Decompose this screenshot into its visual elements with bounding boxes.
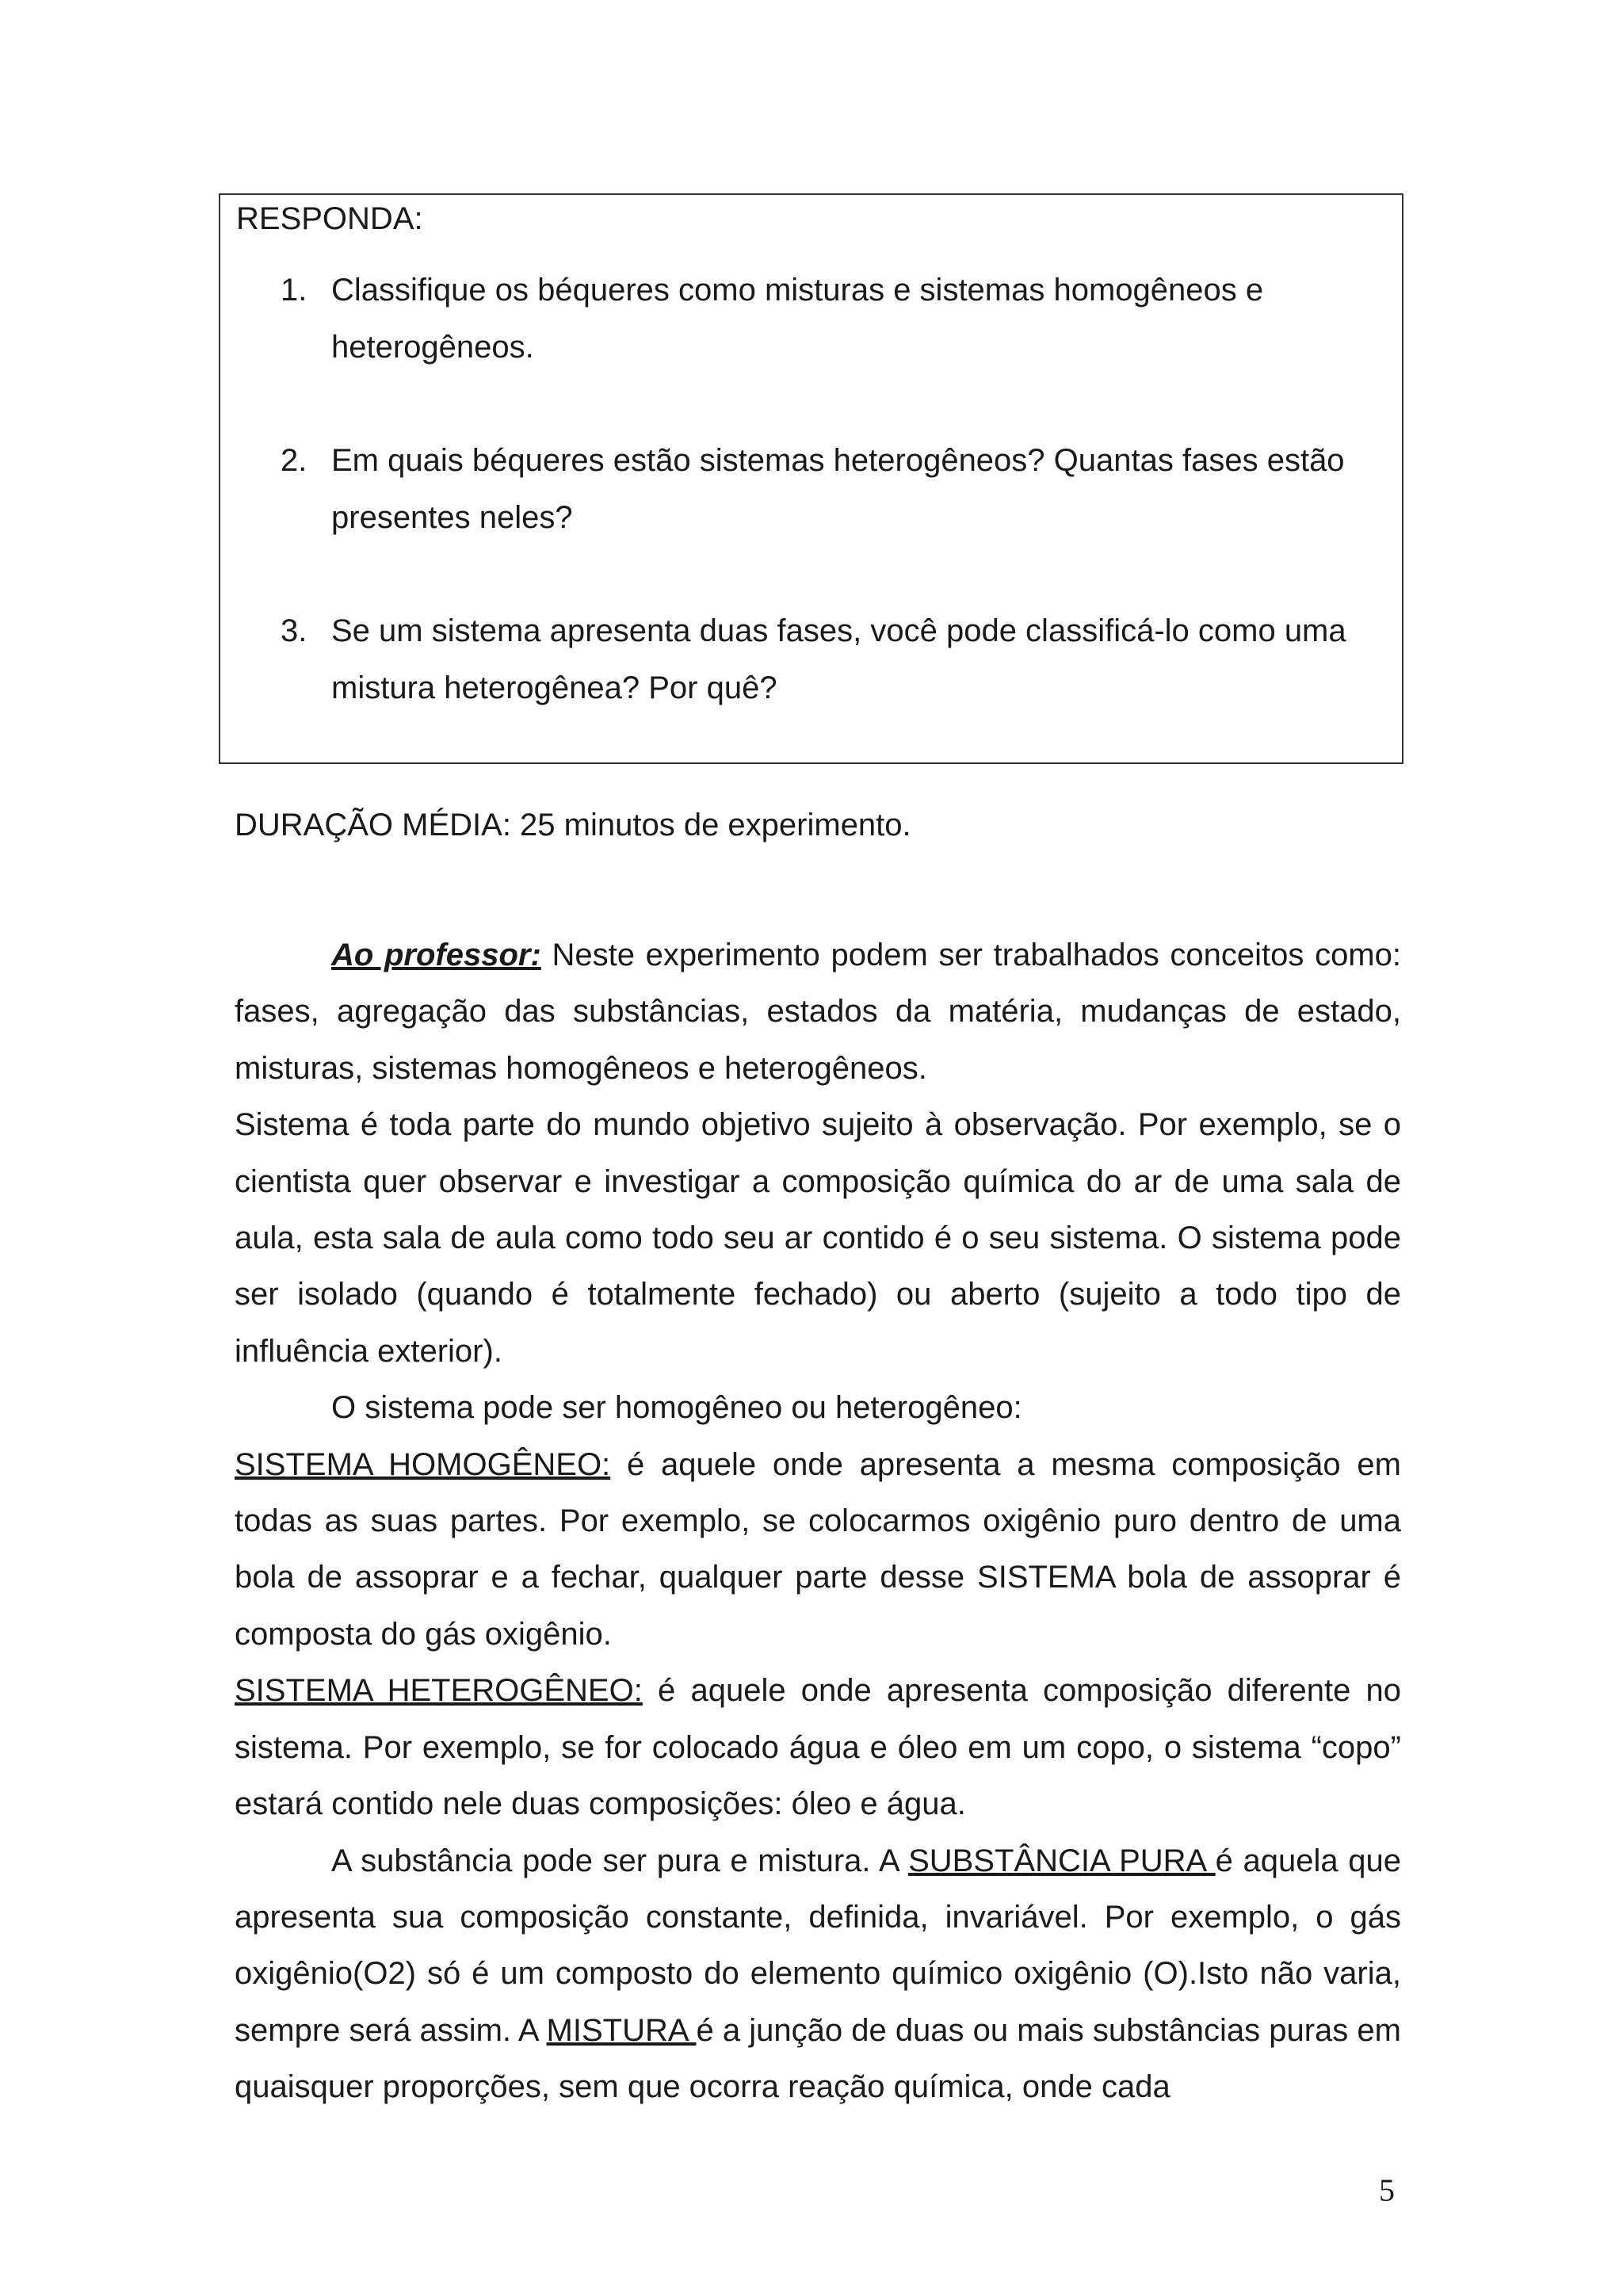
homogeneo-label: SISTEMA HOMOGÊNEO: <box>235 1446 611 1482</box>
box-title: RESPONDA: <box>236 201 423 236</box>
substancia-pura-label: SUBSTÂNCIA PURA <box>908 1843 1216 1878</box>
mistura-label: MISTURA <box>546 2012 697 2048</box>
heterogeneo-label: SISTEMA HETEROGÊNEO: <box>235 1673 643 1709</box>
question-text: Se um sistema apresenta duas fases, você pode classificá-lo como uma mistura heterogênea? Por quê? <box>331 613 1346 705</box>
question-text: Classifique os béqueres como misturas e sistemas homogêneos e heterogêneos. <box>331 273 1264 365</box>
substancia-pura-text: é aquela que apresenta sua composição constante, definida, invariável. Por exemplo, o gás oxigênio(O2) só é um composto do elemento químico oxigênio (O).Isto não varia, sempre será assim. A <box>235 1843 1401 2048</box>
homogeneo-text: é aquele onde apresenta a mesma composição em todas as suas partes. Por exemplo, se colocarmos oxigênio puro dentro de uma bola de assoprar e a fechar, qualquer parte desse SISTEMA bola de assoprar é composta do gás oxigênio. <box>235 1446 1401 1652</box>
heterogeneo-paragraph <box>235 1663 1401 1832</box>
body-text <box>235 927 1401 2116</box>
homogeneo-paragraph <box>235 1437 1401 1664</box>
substancia-paragraph <box>235 1833 1401 2116</box>
professor-text: Neste experimento podem ser trabalhados conceitos como: fases, agregação das substâncias, estados da matéria, mudanças de estado, misturas, sistemas homogêneos e heterogêneos. <box>235 938 1401 1086</box>
mistura-text: é a junção de duas ou mais substâncias puras em quaisquer proporções, sem que ocorra reação química, onde cada <box>235 2012 1401 2105</box>
duration-line: DURAÇÃO MÉDIA: 25 minutos de experimento. <box>235 808 911 842</box>
sistema-types: O sistema pode ser homogêneo ou heterogêneo: <box>331 1390 1022 1426</box>
professor-paragraph <box>235 927 1401 1097</box>
page-number: 5 <box>1379 2172 1395 2208</box>
question-number: 1. <box>281 273 307 308</box>
question-text: Em quais béqueres estão sistemas heterogêneos? Quantas fases estão presentes neles? <box>331 443 1345 535</box>
professor-label: Ao professor: <box>331 938 541 972</box>
heterogeneo-text: é aquele onde apresenta composição diferente no sistema. Por exemplo, se for colocado água e óleo em um copo, o sistema “copo” estará contido nele duas composições: óleo e água. <box>235 1673 1401 1822</box>
substancia-intro: A substância pode ser pura e mistura. A <box>331 1843 909 1878</box>
sistema-definition: Sistema é toda parte do mundo objetivo sujeito à observação. Por exemplo, se o cientista quer observar e investigar a composição química do ar de uma sala de aula, esta sala de aula como todo seu ar contido é o seu sistema. O sistema pode ser isolado (quando é totalmente fechado) ou aberto (sujeito a todo tipo de influência exterior). <box>235 1107 1401 1369</box>
question-number: 2. <box>281 443 307 478</box>
question-number: 3. <box>281 613 307 648</box>
